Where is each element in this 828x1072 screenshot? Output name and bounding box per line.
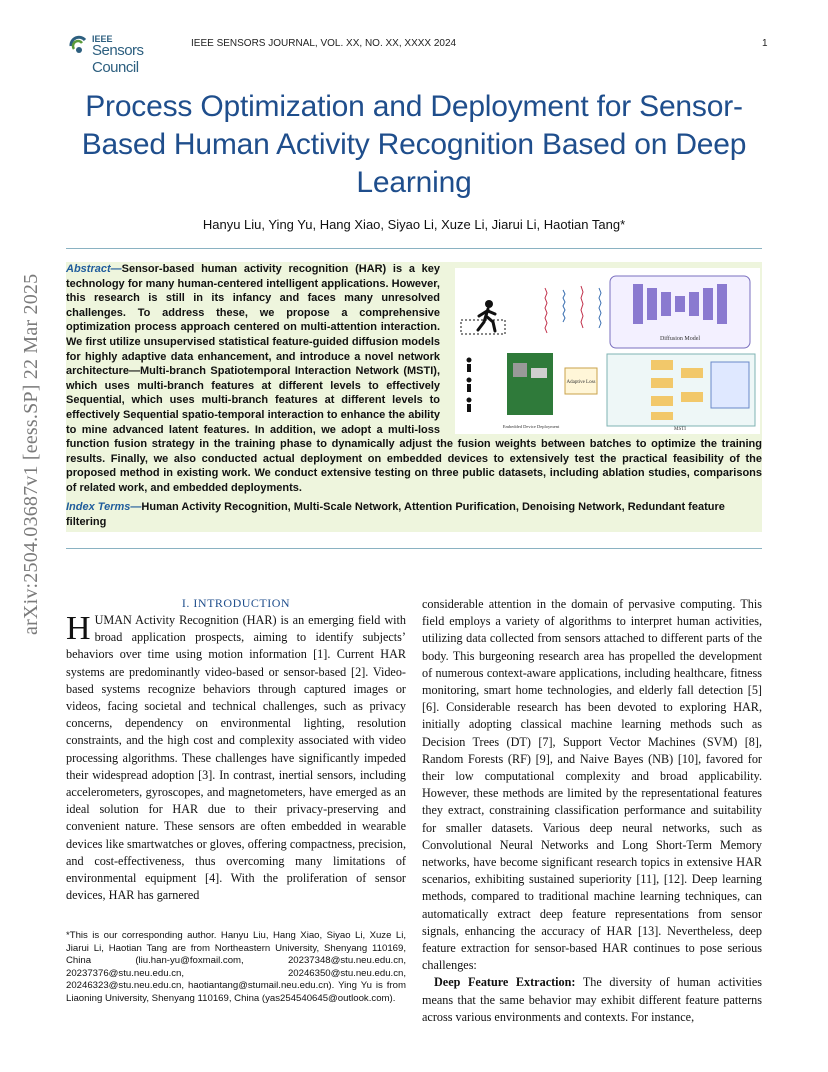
device-label: Embedded Device Deployment [502, 424, 560, 429]
abstract-label: Abstract— [66, 263, 122, 275]
sensors-logo-icon [68, 35, 90, 57]
page-number: 1 [762, 38, 768, 49]
corresponding-author-footnote: *This is our corresponding author. Hanyu Liu, Hang Xiao, Siyao Li, Xuze Li, Jiarui Li, Haotian Tang are from Northeastern University, Shenyang 110169, China (liu.han-yu@foxmail.com, 20237348@stu.neu.edu.cn, 20237376@stu.neu.edu.cn, 20246350@stu.neu.edu.cn, 20246323@stu.neu.edu.cn, haotiantang@stumail.neu.edu.cn). Ying Yu is from Liaoning University, Shenyang 110169, China (yas254540645@outlook.com). [66, 930, 406, 1004]
index-terms-body: Human Activity Recognition, Multi-Scale Network, Attention Purification, Denoising Network, Redundant feature filtering [66, 501, 725, 528]
index-terms-label: Index Terms— [66, 501, 142, 513]
divider-bottom [66, 548, 762, 549]
drop-cap: H [66, 610, 91, 647]
msti-label: MSTI [674, 427, 686, 432]
intro-left-text: UMAN Activity Recognition (HAR) is an emerging field with broad application prospects, aiming to identify subjects’ behaviors over time using motion information [1]. Current HAR systems are predominantly video-based or sensor-based [2]. Video-based systems recognize behaviors through captured images or videos, facing societal and technical challenges, such as privacy concerns, dependency on environmental lighting, resolution constraints, and the high cost and complexity associated with video processing algorithms. These challenges have significantly impeded their widespread adoption [3]. In contrast, inertial sensors, including accelerometers, gyroscopes, and magnetometers, have emerged as an ideal solution for HAR due to their privacy-preserving and convenient nature. These sensors are often embedded in wearable devices like smartwatches or gloves, offering compactness, precision, and cost-effectiveness, thus overcoming many limitations of environmental equipment [4]. With the proliferation of sensor devices, HAR has garnered [66, 613, 406, 903]
paper-title: Process Optimization and Deployment for Sensor-Based Human Activity Recognition Based on Deep Learning [81, 90, 747, 199]
intro-paragraph-1 [66, 612, 406, 904]
adaptive-loss-label: Adaptive Loss [566, 380, 596, 385]
arxiv-stamp: arXiv:2504.03687v1 [eess.SP] 22 Mar 2025 [20, 273, 42, 635]
intro-paragraph-continued: considerable attention in the domain of pervasive computing. This field employs a variety of algorithms to interpret human activities, utilizing data collected from sensors attached to different parts of the body. This burgeoning research area has propelled the development of numerous context-aware applications, including healthcare, fitness monitoring, smart home technologies, and elderly fall detection [5] [6]. Considerable research has been devoted to exploring HAR, initially adopting classical machine learning methods such as Decision Trees (DT) [7], Support Vector Machines (SVM) [8], Random Forests (RF) [9], and Naive Bayes (NB) [10], favored for their low computational complexity and broad applicability. However, these methods are limited by the representational features they extract, constraining classification performance and suitability for smaller datasets. Various deep neural networks, such as Convolutional Neural Networks and Long Short-Term Memory networks, have become significant research topics in extensive HAR scenarios, exhibiting sustained superiority [11], [12]. Deep learning methods, compared to traditional machine learning techniques, can automatically extract deep feature representations from sensor signals, enhancing the accuracy of HAR [13]. Nevertheless, deep feature extraction for sensor-based HAR continues to pose serious challenges: [422, 597, 762, 973]
deep-feature-text: The diversity of human activities means that the same behavior may exhibit different feature patterns across various environments and contexts. For instance, [422, 975, 762, 1024]
divider-top [66, 248, 762, 249]
index-terms [66, 500, 762, 530]
abstract-body: Sensor-based human activity recognition (HAR) is a key technology for many human-centered intelligent applications. However, this research is still in its infancy and faces many unresolved challenges. To address these, we propose a comprehensive optimization process approach centered on multi-attention interaction. We first utilize unsupervised statistical feature-guided diffusion models for highly adaptive data enhancement, and introduce a novel network architecture—Multi-branch Spatiotemporal Interaction Network (MSTI), which uses multi-branch features at different levels to effectively Sequential, which uses multi-branch features at different levels to effectively Sequential spatio-temporal interaction to enhance the ability to mine advanced latent features. In addition, we adopt a multi-loss function fusion strategy in the training phase to dynamically adjust the fusion weights between batches to optimize the training results. Finally, we also conducted actual deployment on embedded devices to extensively test the practical feasibility of the proposed method in existing work. We conduct extensive testing on three public datasets, including ablation studies, comparisons of related work, and embedded deployments. [66, 263, 762, 494]
deep-feature-heading: Deep Feature Extraction: [434, 975, 576, 990]
output-block [711, 362, 749, 408]
journal-header: IEEE SENSORS JOURNAL, VOL. XX, NO. XX, XXXX 2024 [191, 38, 457, 49]
logo-text-ieee: IEEE [92, 34, 113, 44]
right-column [422, 596, 762, 1026]
left-column [66, 612, 406, 904]
ieee-sensors-council-logo [68, 33, 183, 76]
logo-text-council: Sensors Council [92, 42, 144, 76]
embedded-board [507, 353, 553, 415]
section-heading: I. INTRODUCTION [181, 596, 291, 610]
deep-feature-paragraph [422, 974, 762, 1026]
diffusion-model-label: Diffusion Model [659, 336, 701, 342]
author-list: Hanyu Liu, Ying Yu, Hang Xiao, Siyao Li, Xuze Li, Jiarui Li, Haotian Tang* [202, 217, 626, 232]
graphical-abstract-figure [455, 268, 760, 434]
